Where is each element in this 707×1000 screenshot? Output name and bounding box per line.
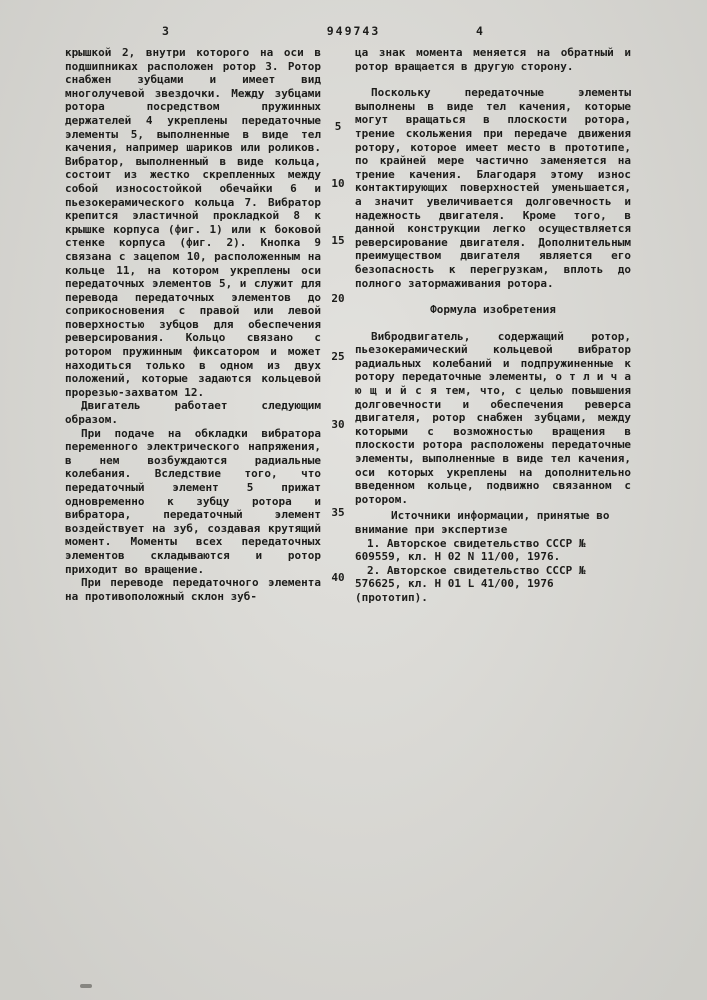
page-number-right: 4: [476, 24, 483, 38]
paragraph: Двигатель работает следующим образом.: [65, 399, 321, 427]
reference-item: 1. Авторское свидетельство СССР № 609559, кл. Н 02 N 11/00, 1976.: [355, 536, 586, 564]
paragraph: крышкой 2, внутри которого на оси в подшипниках расположен ротор 3. Ротор снабжен зубцами и имеет вид многолучевой звездочки. Между зубцами ротора посредством пружинных держателей 4 укреплены передаточные элементы 5, выполненные в виде тел качения, например шариков или роликов. Вибратор, выполненный в виде кольца, состоит из жестко скрепленных между собой износостойкой обечайки 6 и пьезокерамического кольца 7. Вибратор крепится эластичной прокладкой 8 к крышке корпуса (фиг. 1) или к боковой стенке корпуса (фиг. 2). Кнопка 9 связана с зацепом 10, расположенным на кольце 11, на котором укреплены оси передаточных элементов 5, и служит для перевода передаточных элементов до соприкосновения с правой или левой поверхностью зубцов для обеспечения реверсирования. Кольцо связано с ротором пружинным фиксатором и может находиться только в одном из двух положений, которые задаются кольцевой прорезью-захватом 12.: [65, 46, 321, 399]
paragraph: Поскольку передаточные элементы выполнены в виде тел качения, которые могут вращаться в плоскости ротора, трение скольжения при передаче движения ротору, которое имеет место в прототипе, по крайней мере частично заменяется на трение качения. Благодаря этому износ контактирующих поверхностей уменьшается, а значит увеличивается долговечность и надежность двигателя. Кроме того, в данной конструкции легко осуществляется реверсирование двигателя. Дополнительным преимуществом двигателя является его безопасность к перегрузкам, вплоть до полного затормаживания ротора.: [355, 86, 631, 290]
line-number: 40: [331, 571, 345, 584]
paragraph: При переводе передаточного элемента на противоположный склон зуб-: [65, 576, 321, 603]
right-column: [355, 46, 631, 605]
line-number-gutter: [321, 46, 355, 606]
line-number: 15: [331, 234, 345, 247]
claim-paragraph: Вибродвигатель, содержащий ротор, пьезокерамический кольцевой вибратор радиальных колебаний и подпружиненные к ротору передаточные элементы, о т л и ч а ю щ и й с я тем, что, с целью повышения долговечности и обеспечения реверса двигателя, ротор снабжен зубцами, между которыми с возможностью вращения в плоскости ротора расположены передаточные элементы, выполненные в виде тел качения, оси которых укреплены на дополнительно введенном кольце, подвижно связанном с ротором.: [355, 329, 631, 506]
patent-number: 949743: [326, 24, 381, 38]
line-number: 25: [331, 350, 345, 363]
line-number: 20: [331, 292, 345, 305]
scan-artifact: [80, 984, 92, 988]
left-column: [65, 46, 321, 603]
paragraph: При подаче на обкладки вибратора переменного электрического напряжения, в нем возбуждаются радиальные колебания. Вследствие того, что передаточный элемент 5 прижат одновременно к зубцу ротора и вибратора, передаточный элемент воздействует на зуб, создавая крутящий момент. Моменты всех передаточных элементов складываются и ротор приходит во вращение.: [65, 426, 321, 576]
line-number: 5: [334, 120, 342, 133]
line-number: 30: [331, 418, 345, 431]
section-heading: Формула изобретения: [430, 303, 556, 317]
line-number: 10: [331, 177, 345, 190]
line-number: 35: [331, 506, 345, 519]
page-number-left: 3: [162, 24, 169, 38]
document-body: [65, 46, 631, 606]
page-header: [0, 24, 707, 40]
paragraph: ца знак момента меняется на обратный и ротор вращается в другую сторону.: [355, 46, 631, 73]
sources-intro: Источники информации, принятые во внимание при экспертизе: [355, 509, 610, 536]
reference-item: 2. Авторское свидетельство СССР № 576625, кл. Н 01 L 41/00, 1976 (прототип).: [355, 563, 586, 604]
